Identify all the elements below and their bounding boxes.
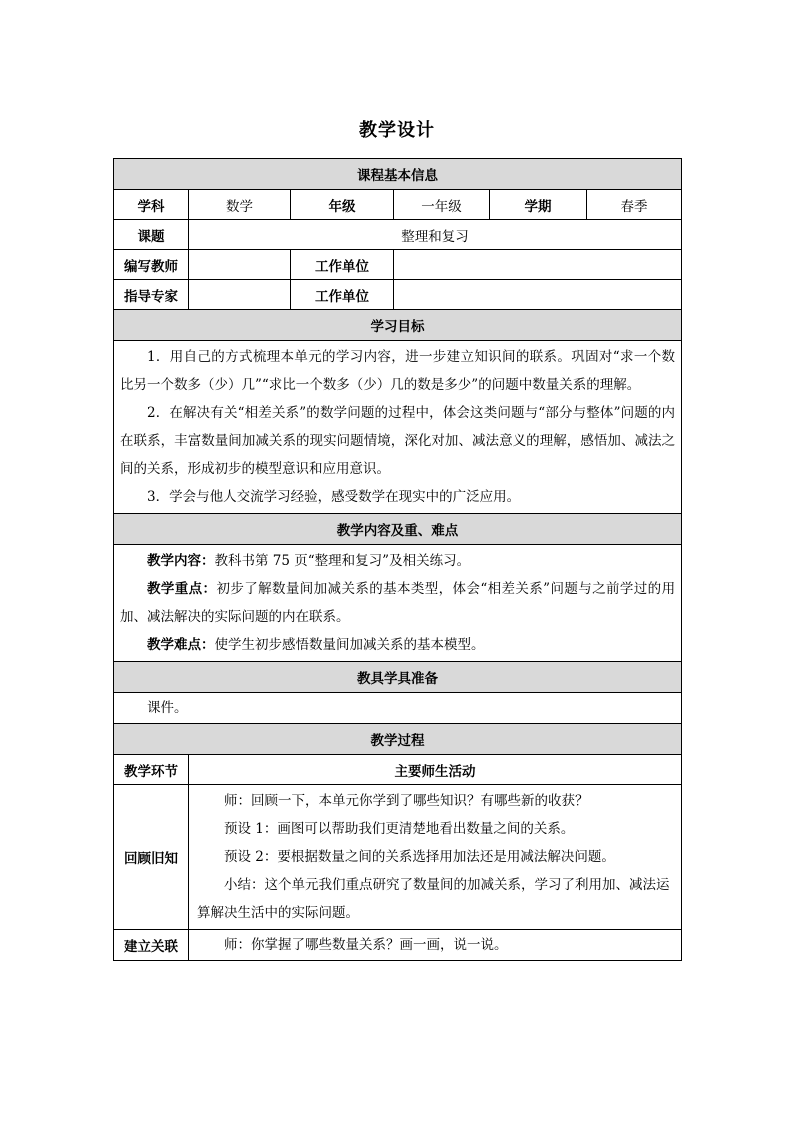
section-title: 学习目标 xyxy=(114,310,682,341)
activity-line: 预设 2：要根据数量之间的关系选择用加法还是用减法解决问题。 xyxy=(224,849,615,865)
tools-row xyxy=(114,693,682,724)
activity-line: 预设 1：画图可以帮助我们更清楚地看出数量之间的关系。 xyxy=(224,821,575,837)
work-unit-value xyxy=(394,280,682,310)
goal-item: 1．用自己的方式梳理本单元的学习内容，进一步建立知识间的联系。巩固对“求一个数比另一个数多（少）几”“求比一个数多（少）几的数是多少”的问题中数量关系的理解。 xyxy=(120,349,676,393)
subject-value: 数学 xyxy=(189,190,291,220)
work-unit-label: 工作单位 xyxy=(291,250,394,280)
advisor-label: 指导专家 xyxy=(114,280,189,310)
teaching-content-text: 教科书第 75 页“整理和复习”及相关练习。 xyxy=(214,553,471,569)
activity-line: 师：回顾一下，本单元你学到了哪些知识？有哪些新的收获？ xyxy=(224,793,589,809)
teaching-content-label: 教学内容： xyxy=(147,553,215,569)
key-point-label: 教学重点： xyxy=(147,581,217,597)
process-stage-row xyxy=(114,785,682,930)
tools-text: 课件。 xyxy=(147,700,188,716)
activity-line: 小结：这个单元我们重点研究了数量间的加减关系，学习了利用加、减法运算解决生活中的实际问题。 xyxy=(197,877,670,921)
key-point-text: 初步了解数量间加减关系的基本类型，体会“相差关系”问题与之前学过的用加、减法解决的实际问题的内在联系。 xyxy=(120,581,676,625)
topic-value: 整理和复习 xyxy=(189,220,682,250)
topic-label: 课题 xyxy=(114,220,189,250)
goals-row xyxy=(114,341,682,514)
section-process xyxy=(114,724,682,755)
goal-item: 2．在解决有关“相差关系”的数学问题的过程中，体会这类问题与“部分与整体”问题的内在联系，丰富数量间加减关系的现实问题情境，深化对加、减法意义的理解，感悟加、减法之间的关系，形成初步的模型意识和应用意识。 xyxy=(120,405,676,477)
basic-info-row-1 xyxy=(114,190,682,220)
process-stage-row xyxy=(114,930,682,961)
section-goals xyxy=(114,310,682,341)
topic-row xyxy=(114,220,682,250)
column-header-stage: 教学环节 xyxy=(114,755,189,785)
activity-line: 师：你掌握了哪些数量关系？画一画，说一说。 xyxy=(224,937,508,953)
subject-label: 学科 xyxy=(114,190,189,220)
work-unit-label: 工作单位 xyxy=(291,280,394,310)
process-header-row xyxy=(114,755,682,785)
lesson-plan-table xyxy=(113,158,682,961)
author-value xyxy=(189,250,291,280)
stage-name: 回顾旧知 xyxy=(114,785,189,930)
section-title: 教具学具准备 xyxy=(114,662,682,693)
grade-label: 年级 xyxy=(291,190,394,220)
advisor-row xyxy=(114,280,682,310)
work-unit-value xyxy=(394,250,682,280)
author-row xyxy=(114,250,682,280)
author-label: 编写教师 xyxy=(114,250,189,280)
term-value: 春季 xyxy=(587,190,682,220)
section-basic-info xyxy=(114,159,682,190)
section-title: 课程基本信息 xyxy=(114,159,682,190)
section-tools xyxy=(114,662,682,693)
stage-name: 建立关联 xyxy=(114,930,189,961)
teaching-content xyxy=(120,547,675,575)
content-row xyxy=(114,545,682,662)
difficulty-text: 使学生初步感悟数量间加减关系的基本模型。 xyxy=(214,637,485,653)
goal-item: 3．学会与他人交流学习经验，感受数学在现实中的广泛应用。 xyxy=(147,489,521,505)
section-content xyxy=(114,514,682,545)
section-title: 教学过程 xyxy=(114,724,682,755)
document-title: 教学设计 xyxy=(359,120,435,141)
section-title: 教学内容及重、难点 xyxy=(114,514,682,545)
teaching-difficulty xyxy=(120,631,675,659)
advisor-value xyxy=(189,280,291,310)
term-label: 学期 xyxy=(490,190,587,220)
difficulty-label: 教学难点： xyxy=(147,637,215,653)
teaching-key-point xyxy=(120,575,675,631)
grade-value: 一年级 xyxy=(394,190,490,220)
column-header-activity: 主要师生活动 xyxy=(189,755,682,785)
